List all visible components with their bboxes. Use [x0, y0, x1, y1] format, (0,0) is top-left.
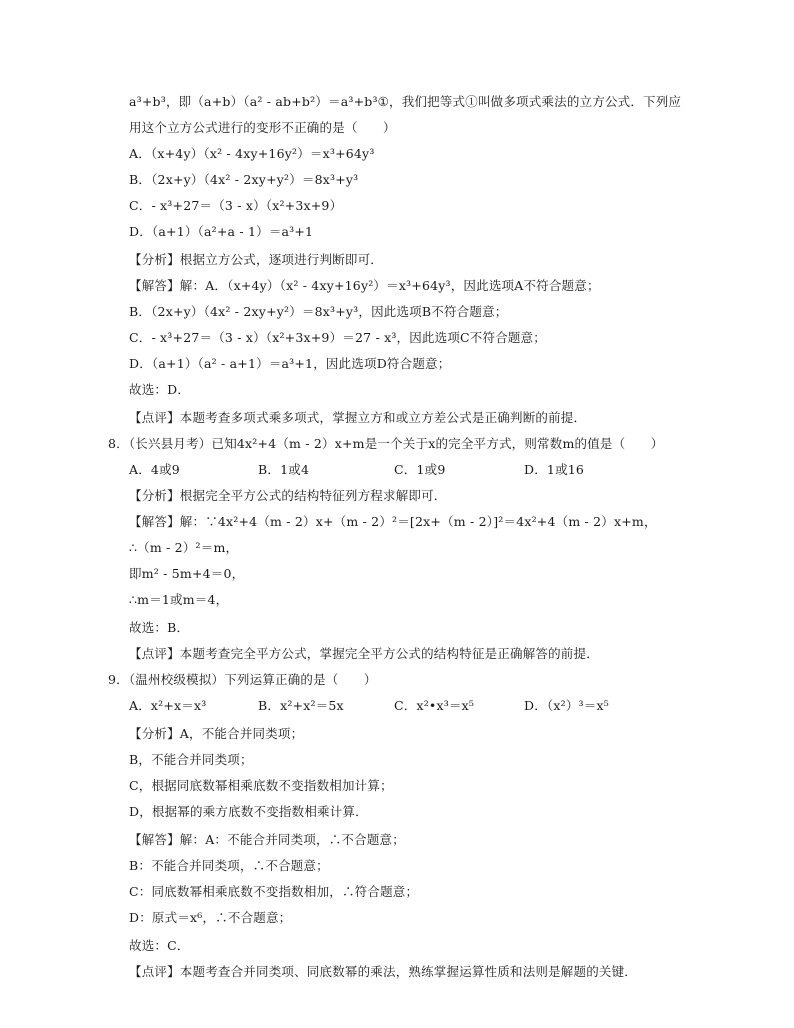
option-line: A．（x+4y）（x² - 4xy+16y²）＝x³+64y³: [129, 146, 375, 161]
option-line: C．- x³+27＝（3 - x）（x²+3x+9）: [129, 198, 343, 213]
answer-line: 故选：B．: [129, 620, 190, 635]
analysis-line: 【分析】根据完全平方公式的结构特征列方程求解即可．: [129, 488, 447, 503]
answer-line: 故选：D．: [129, 382, 191, 397]
text-line: a³+b³，即（a+b）（a² - ab+b²）＝a³+b³①，我们把等式①叫做多项式乘法的立方公式．下列应: [129, 94, 682, 109]
q9-option-c: C．x²•x³＝x⁵: [394, 698, 475, 713]
option-line: B．（2x+y）（4x² - 2xy+y²）＝8x³+y³: [129, 172, 359, 187]
answer-line: 【解答】解：A．（x+4y）（x² - 4xy+16y²）＝x³+64y³，因此选项A不符合题意；: [129, 278, 600, 293]
answer-line: C．- x³+27＝（3 - x）（x²+3x+9）＝27 - x³，因此选项C不符合题意；: [129, 330, 546, 345]
comment-line: 【点评】本题考查完全平方公式，掌握完全平方公式的结构特征是正确解答的前提．: [129, 646, 599, 661]
answer-line: 故选：C．: [129, 938, 190, 953]
answer-line: D：原式＝x⁶，∴不合题意；: [129, 910, 292, 925]
comment-line: 【点评】本题考查多项式乘多项式，掌握立方和或立方差公式是正确判断的前提．: [129, 410, 587, 425]
q9-option-d: D．（x²）³＝x⁵: [524, 698, 609, 713]
q9-option-b: B．x²+x²＝5x: [258, 698, 344, 713]
q8-option-b: B．1或4: [258, 462, 310, 477]
analysis-line: B，不能合并同类项；: [129, 752, 253, 767]
q9-option-a: A．x²+x＝x³: [129, 698, 207, 713]
answer-line: C：同底数幂相乘底数不变指数相加，∴符合题意；: [129, 884, 419, 899]
answer-line: ∴（m - 2）²＝m，: [129, 540, 239, 555]
q8-option-d: D．1或16: [524, 462, 585, 477]
question-9: 9．（温州校级模拟）下列运算正确的是（ ）: [108, 672, 377, 687]
answer-line: ∴m＝1或m＝4，: [129, 592, 229, 607]
text-line: 用这个立方公式进行的变形不正确的是（ ）: [129, 120, 396, 135]
answer-line: B：不能合并同类项，∴不合题意；: [129, 858, 329, 873]
answer-line: B．（2x+y）（4x² - 2xy+y²）＝8x³+y³，因此选项B不符合题意；: [129, 304, 508, 319]
q8-option-a: A．4或9: [129, 462, 180, 477]
question-8: 8．（长兴县月考）已知4x²+4（m - 2）x+m是一个关于x的完全平方式，则常数m的值是（ ）: [108, 436, 664, 451]
answer-line: 【解答】解：∵4x²+4（m - 2）x+（m - 2）²＝[2x+（m - 2）]²＝4x²+4（m - 2）x+m，: [129, 514, 657, 529]
analysis-line: 【分析】A，不能合并同类项；: [129, 726, 304, 741]
q8-option-c: C．1或9: [394, 462, 446, 477]
analysis-line: 【分析】根据立方公式，逐项进行判断即可．: [129, 252, 384, 267]
option-line: D．（a+1）（a²+a - 1）＝a³+1: [129, 224, 314, 239]
answer-line: D．（a+1）（a² - a+1）＝a³+1，因此选项D符合题意；: [129, 356, 451, 371]
analysis-line: C，根据同底数幂相乘底数不变指数相加计算；: [129, 778, 393, 793]
comment-line: 【点评】本题考查合并同类项、同底数幂的乘法，熟练掌握运算性质和法则是解题的关键．: [129, 964, 638, 979]
answer-line: 【解答】解：A：不能合并同类项，∴不合题意；: [129, 832, 405, 847]
answer-line: 即m² - 5m+4＝0，: [129, 566, 245, 581]
analysis-line: D，根据幂的乘方底数不变指数相乘计算．: [129, 804, 368, 819]
